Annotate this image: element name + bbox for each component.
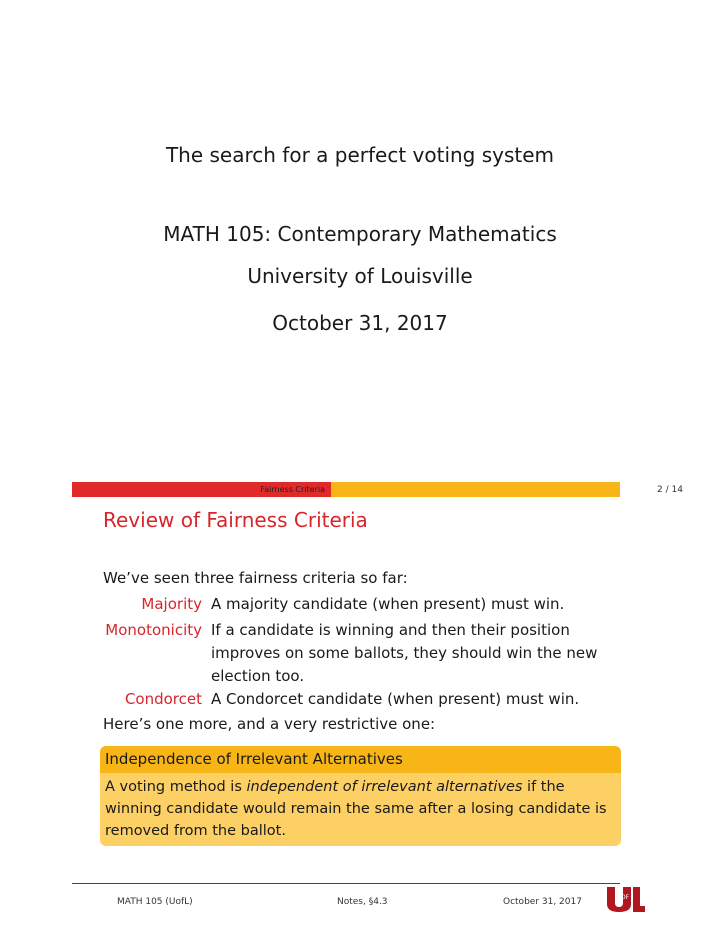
institution-name: University of Louisville <box>247 264 473 288</box>
block-body <box>100 773 621 846</box>
criterion-term: Majority <box>141 595 202 613</box>
intro-text: We’ve seen three fairness criteria so far: <box>103 569 408 587</box>
slide-date: October 31, 2017 <box>272 311 448 335</box>
criterion-definition: A Condorcet candidate (when present) must win. <box>211 690 580 708</box>
footer-right: October 31, 2017 <box>503 897 582 907</box>
section-progress-bar <box>72 482 620 497</box>
progress-remainder <box>331 482 620 497</box>
frame-title: Review of Fairness Criteria <box>103 508 368 532</box>
svg-text:OF: OF <box>620 894 630 901</box>
criterion-definition: A majority candidate (when present) must win. <box>211 595 565 613</box>
block-text-pre: A voting method is <box>105 779 247 795</box>
block-title: Independence of Irrelevant Alternatives <box>100 746 621 773</box>
criterion-definition: If a candidate is winning and then their position improves on some ballots, they should win the new election too. <box>211 621 598 685</box>
criterion-term: Monotonicity <box>105 621 202 639</box>
definition-block <box>100 746 621 846</box>
slide-title: The search for a perfect voting system <box>165 143 555 167</box>
footer-center: Notes, §4.3 <box>337 897 388 907</box>
transition-text: Here’s one more, and a very restrictive one: <box>103 715 436 733</box>
block-emphasis: independent of irrelevant alternatives <box>246 779 523 795</box>
page-number: 2 / 14 <box>657 485 683 495</box>
university-logo-icon <box>605 885 645 913</box>
block-text-post: if the winning candidate would remain the same after a losing candidate is removed from the ballot. <box>105 779 607 839</box>
footer-divider <box>72 883 620 884</box>
footer-left: MATH 105 (UofL) <box>117 897 193 907</box>
criterion-term: Condorcet <box>124 690 202 708</box>
section-label[interactable]: Fairness Criteria <box>260 485 325 494</box>
course-name: MATH 105: Contemporary Mathematics <box>163 222 557 246</box>
